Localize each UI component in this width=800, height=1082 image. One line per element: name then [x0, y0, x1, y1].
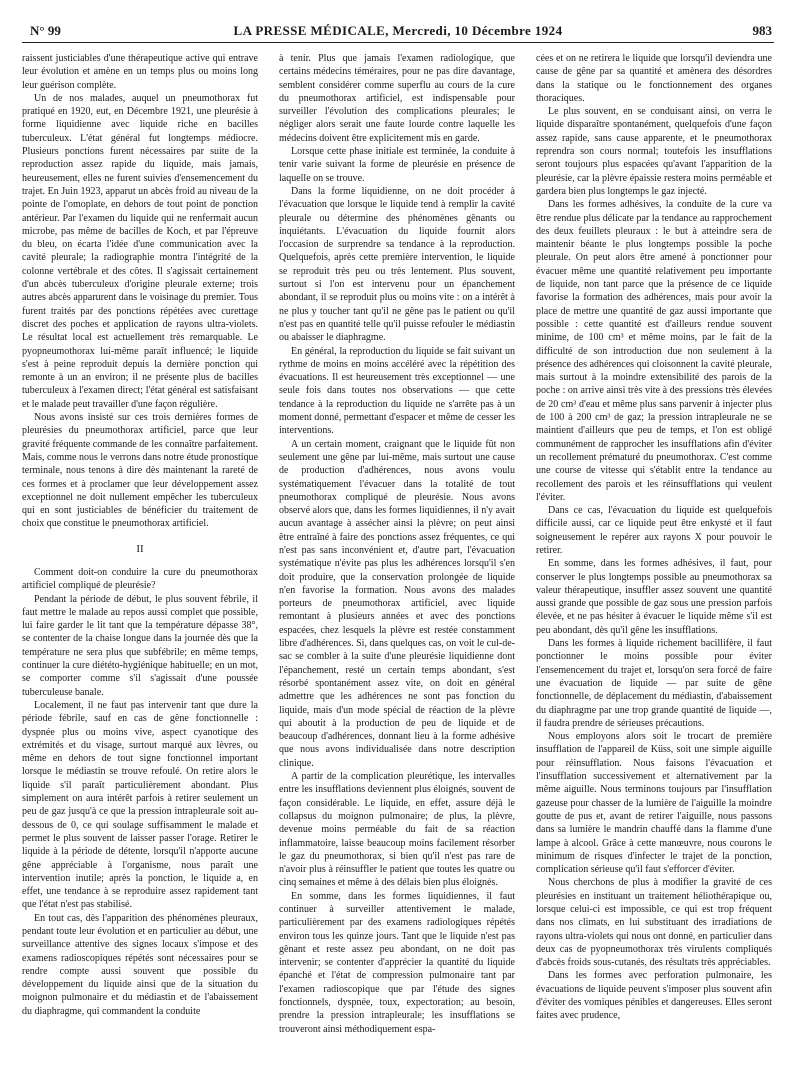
paragraph: Nous employons alors soit le trocart de première insufflation de l'appareil de Küss, soit une simple aiguille pour réinsufflation. Nous faisons l'évacuation et l'insufflation successivement et alternativement par la même aiguille. Nous terminons toujours par l'insufflation gazeuse pour chasser de la lumière de l'aiguille la moindre goutte de pus et, avant de retirer l'aiguille, nous passons dans sa lumière le mandrin chauffé dans la flamme d'une lampe à alcool. Grâce à cette manœuvre, nous courons le minimum de risques d'infecter le trajet de la ponction, complication sérieuse qu'il faut s'efforcer d'éviter.	[536, 731, 772, 876]
paragraph: Dans les formes adhésives, la conduite de la cure va être rendue plus délicate par la tendance au rapprochement des deux feuillets pleuraux : le but à atteindre sera de maintenir béante le plus longtemps possible la poche pleurale. On peut alors être amené à ponctionner pour évacuer même une quantité relativement peu importante de liquide, non tant parce que la présence de ce liquide favorise la formation des adhérences, mais pour avoir la place de mettre une quantité de gaz aussi importante que possible : cette quantité est d'ailleurs rendue souvent minime, de 100 cm³ et même moins, par le fait de la difficulté de son introduction due non seulement à la présence des adhérences qui cloisonnent la cavité pleurale, mais surtout à la moindre extensibilité des parois de la poche : on arrive ainsi très vite à des pressions très élevées de 20 cm³ d'eau et même plus sans parvenir à injecter plus de 100 à 200 cm³ de gaz; la pression intrapleurale ne se maintient d'ailleurs que peu de temps, et l'on est obligé communément de rapprocher les insufflations afin d'éviter un recollement prématuré du pneumothorax. C'est comme une course de vitesse qui s'établit entre la tendance au recollement des parois et les réinsufflations qui veulent l'éviter.	[536, 199, 772, 503]
issue-number: N° 99	[30, 23, 61, 38]
column-left	[22, 52, 258, 1072]
column-middle	[279, 52, 515, 1072]
journal-title: LA PRESSE MÉDICALE, Mercredi, 10 Décembre 1924	[233, 23, 563, 38]
paragraph: A partir de la complication pleurétique, les intervalles entre les insufflations deviennent plus éloignés, souvent de façon considérable. Le liquide, en effet, assure déjà le collapsus du moignon pulmonaire; de plus, la plèvre, devenue moins perméable du fait de sa réaction inflammatoire, laisse beaucoup moins facilement résorber le gaz du pneumothorax, si bien qu'il n'est pas rare de n'avoir plus à réinsuffler le patient que toutes les quatre ou cinq semaines et même à des délais bien plus éloignés.	[279, 771, 515, 889]
paragraph: Localement, il ne faut pas intervenir tant que dure la période fébrile, sauf en cas de gêne fonctionnelle : dyspnée plus ou moins vive, aspect cyanotique des extrémités et du visage, surtout marqué aux lèvres, ou même en dehors de tout signe fonctionnel important lorsque le médiastin se trouve refoulé. On retire alors le liquide s'il paraît particulièrement abondant. Plus simplement on aura intérêt parfois à retirer seulement un peu de gaz jusqu'à ce que la pression intrapleurale soit au-dessous de 0, ce qui soulage suffisamment le malade et permet le plus souvent de laisser passer l'orage. Retirer le liquide à la période de détente, lorsqu'il n'apporte aucune gêne appréciable à l'organisme, nous paraît une intervention inutile; après la ponction, le liquide a, en effet, une tendance à se reproduire assez rapidement tant que l'état n'est pas stabilisé.	[22, 699, 258, 911]
paragraph: Dans les formes avec perforation pulmonaire, les évacuations de liquide peuvent s'imposer plus souvent afin d'éviter des vomiques pénibles et dangereuses. Elles seront faites avec prudence,	[536, 970, 772, 1022]
paragraph: En somme, dans les formes liquidiennes, il faut continuer à surveiller attentivement le malade, particulièrement par des examens radiologiques répétés environ tous les quinze jours. Tant que le liquide n'est pas gênant et reste assez peu abondant, on ne doit pas intervenir; se contenter d'apprécier la quantité du liquide épanché et l'état de compression pulmonaire tant par l'examen radioscopique que par l'étude des signes fonctionnels, dyspnée, toux, expectoration; au besoin, prendre la pression intrapleurale; les insufflations se trouveront ainsi méthodiquement espa-	[279, 890, 515, 1035]
page-header	[22, 20, 774, 43]
paragraph: Le plus souvent, en se conduisant ainsi, on verra le liquide disparaître spontanément, quelquefois d'une façon assez rapide, sans cause apparente, et le pneumothorax reprendra son cours normal; toutefois les insufflations seront toujours plus espacées qu'avant l'apparition de la pleurésie, car la plèvre épaissie restera moins perméable et gardera bien plus longtemps le gaz injecté.	[536, 106, 772, 197]
article-body	[22, 52, 776, 1072]
column-right	[536, 52, 772, 1072]
page-number: 983	[752, 23, 772, 38]
paragraph: En somme, dans les formes adhésives, il faut, pour conserver le plus longtemps possible au pneumothorax sa valeur thérapeutique, insuffler assez souvent une quantité aussi grande que possible de gaz sous une pression parfois élevée, et ne pas hésiter à évacuer le liquide même s'il est peu abondant, dès qu'il gêne les insufflations.	[536, 558, 772, 636]
paragraph: raissent justiciables d'une thérapeutique active qui entrave leur évolution et amène en un temps plus ou moins long leur guérison complète.	[22, 53, 258, 91]
paragraph: Pendant la période de début, le plus souvent fébrile, il faut mettre le malade au repos aussi complet que possible, lui faire garder le lit tant que la température dépasse 38°, se contenter de la chaise longue dans la journée dès que la température ne sera plus que subfébrile; en même temps, continuer la cure diététo-hygiénique habituelle; en un mot, se comporter comme s'il s'agissait d'une poussée tuberculeuse banale.	[22, 593, 258, 698]
paragraph: En tout cas, dès l'apparition des phénomènes pleuraux, pendant toute leur évolution et en particulier au début, une surveillance attentive des signes locaux s'impose et des examens radioscopiques répétés sont nécessaires pour se rendre compte aussi souvent que possible du développement du liquide ainsi que de la situation du moignon pulmonaire et du médiastin et de l'abaissement du diaphragme, qui commandent la conduite	[22, 912, 258, 1017]
paragraph: Dans les formes à liquide richement bacillifère, il faut ponctionner le moins possible pour éviter l'ensemencement du trajet et, lorsqu'on sera forcé de faire une évacuation de liquide — par suite de gêne fonctionnelle, de déplacement du médiastin, d'abaissement du diaphragme par une trop grande quantité de liquide —, il faudra prendre de sérieuses précautions.	[536, 638, 772, 729]
paragraph: Nous cherchons de plus à modifier la gravité de ces pleurésies en instituant un traitement héliothérapique ou, lorsque celui-ci est impossible, ce qui est trop fréquent dans nos climats, en lui substituant des irradiations de rayons ultra-violets qui nous ont donné, en particulier dans deux cas de pyopneumothorax très virulents compliqués d'abcès froids sous-cutanés, des résultats très appréciables.	[536, 877, 772, 969]
paragraph: En général, la reproduction du liquide se fait suivant un rythme de moins en moins accéléré avec la répétition des évacuations. Il est heureusement très exceptionnel — une seule fois dans toutes nos observations — que cette tendance à la reproduction du liquide ne s'arrête pas à un moment donné, permettant d'espacer et même de cesser les interventions.	[279, 345, 515, 437]
paragraph: Un de nos malades, auquel un pneumothorax fut pratiqué en 1920, eut, en Décembre 1921, une pleurésie à forme liquidienne avec liquide riche en bacilles tuberculeux. L'état général fut longtemps médiocre. Plusieurs ponctions furent nécessaires par suite de la reproduction assez rapide du liquide, mais jamais, heureusement, elles ne furent suivies d'ensemencement du trajet. En Juin 1923, apparut un abcès froid au niveau de la pointe de l'omoplate, en dehors de tout point de ponction antérieur. Par l'examen du liquide qui ne renfermait aucun microbe, pas même de bacilles de Koch, et par l'épreuve du bleu, on écarta l'idée d'une communication avec la cavité pleurale; la radiographie montra l'intégrité de la colonne vertébrale et des côtes. Il s'agissait certainement d'un abcès tuberculeux d'origine pleurale externe; trois autres abcès apparurent dans le voisinage du premier. Tous furent traités par des ponctions répétées avec curettage discret des poches et application de rayons ultra-violets. Le résultat local est actuellement très remarquable. Le pyopneumothorax lui-même paraît influencé; le liquide s'est à peine reproduit depuis la dernière ponction qui remonte à un an environ; il ne présente plus de bacilles tuberculeux à l'examen direct; l'état général est satisfaisant et le malade peut travailler d'une façon régulière.	[22, 92, 258, 410]
paragraph: Nous avons insisté sur ces trois dernières formes de pleurésies du pneumothorax artificiel, parce que leur gravité fréquente commande de les connaître parfaitement. Mais, comme nous le verrons dans notre étude pronostique terminale, nous tenons à dire dès maintenant la rareté de ces formes et à proclamer que leur développement assez exceptionnel ne doit nullement empêcher les tuberculeux qui en sont justiciables de bénéficier du traitement de choix que constitue le pneumothorax artificiel.	[22, 412, 258, 530]
paragraph: cées et on ne retirera le liquide que lorsqu'il deviendra une cause de gêne par sa quantité et amènera des désordres dans la statique ou le fonctionnement des organes thoraciques.	[536, 53, 772, 104]
paragraph: Comment doit-on conduire la cure du pneumothorax artificiel compliqué de pleurésie?	[22, 566, 258, 592]
paragraph: A un certain moment, craignant que le liquide fût non seulement une gêne par lui-même, mais surtout une cause de production d'adhérences, nous avons voulu systématiquement l'évacuer dans la totalité de tout pneumothorax compliqué de pleurésie. Nous avons observé alors que, dans les formes liquidiennes, il n'y avait aucun avantage à assécher ainsi la plèvre; on peut ainsi être entraîné à faire des ponctions assez fréquentes, ce qui n'est pas sans inconvénient et, d'autre part, l'évacuation systématique n'évite pas plus les adhérences lorsqu'il s'en doit produire, que la conservation prolongée de liquide n'en favorise la formation. Nous avons des malades porteurs de pneumothorax artificiel, avec liquide remontant à plusieurs années et avec des ponctions espacées, chez lesquels la plèvre est restée constamment libre d'adhérences. Si, dans quelques cas, on voit le cul-de-sac se combler à la suite d'une pleurésie liquidienne dont l'épanchement, resté un certain temps abondant, s'est résorbé spontanément assez vite, on doit en général admettre que les adhérences ne sont pas fonction du liquide, mais d'un mode spécial de réaction de la plèvre qui aboutit à la production de peu de liquide et de beaucoup d'adhérences, donnant lieu à la forme adhésive que nous avons individualisée dans notre description clinique.	[279, 438, 515, 769]
paragraph: Dans la forme liquidienne, on ne doit procéder à l'évacuation que lorsque le liquide tend à remplir la cavité pleurale ou détermine des phénomènes gênants ou inquiétants. L'évacuation du liquide fournit alors l'occasion de surprendre sa tendance à la reproduction. Quelquefois, après cette première intervention, le liquide se reproduit très peu ou très lentement. Plus souvent, surtout si l'on est intervenu pour un épanchement abondant, il se reproduit plus ou moins vite : on a intérêt à ne plus y toucher tant qu'il ne gêne pas le patient ou qu'il n'est pas en quantité telle qu'il puisse refouler le médiastin ou abaisser le diaphragme.	[279, 185, 515, 344]
section-heading: II	[136, 542, 144, 555]
paragraph: Dans ce cas, l'évacuation du liquide est quelquefois difficile aussi, car ce liquide peut être enkysté et il faut soigneusement le repérer aux rayons X pour pouvoir le retirer.	[536, 505, 772, 556]
paragraph: à tenir. Plus que jamais l'examen radiologique, que certains médecins téméraires, pour ne pas dire davantage, semblent considérer comme superflu au cours de la cure du pneumothorax artificiel, est indispensable pour surveiller l'évolution des complications pleurales; le négliger alors serait une faute lourde contre laquelle les médecins doivent être explicitement mis en garde.	[279, 53, 515, 144]
paragraph: Lorsque cette phase initiale est terminée, la conduite à tenir varie suivant la forme de pleurésie en présence de laquelle on se trouve.	[279, 146, 515, 184]
